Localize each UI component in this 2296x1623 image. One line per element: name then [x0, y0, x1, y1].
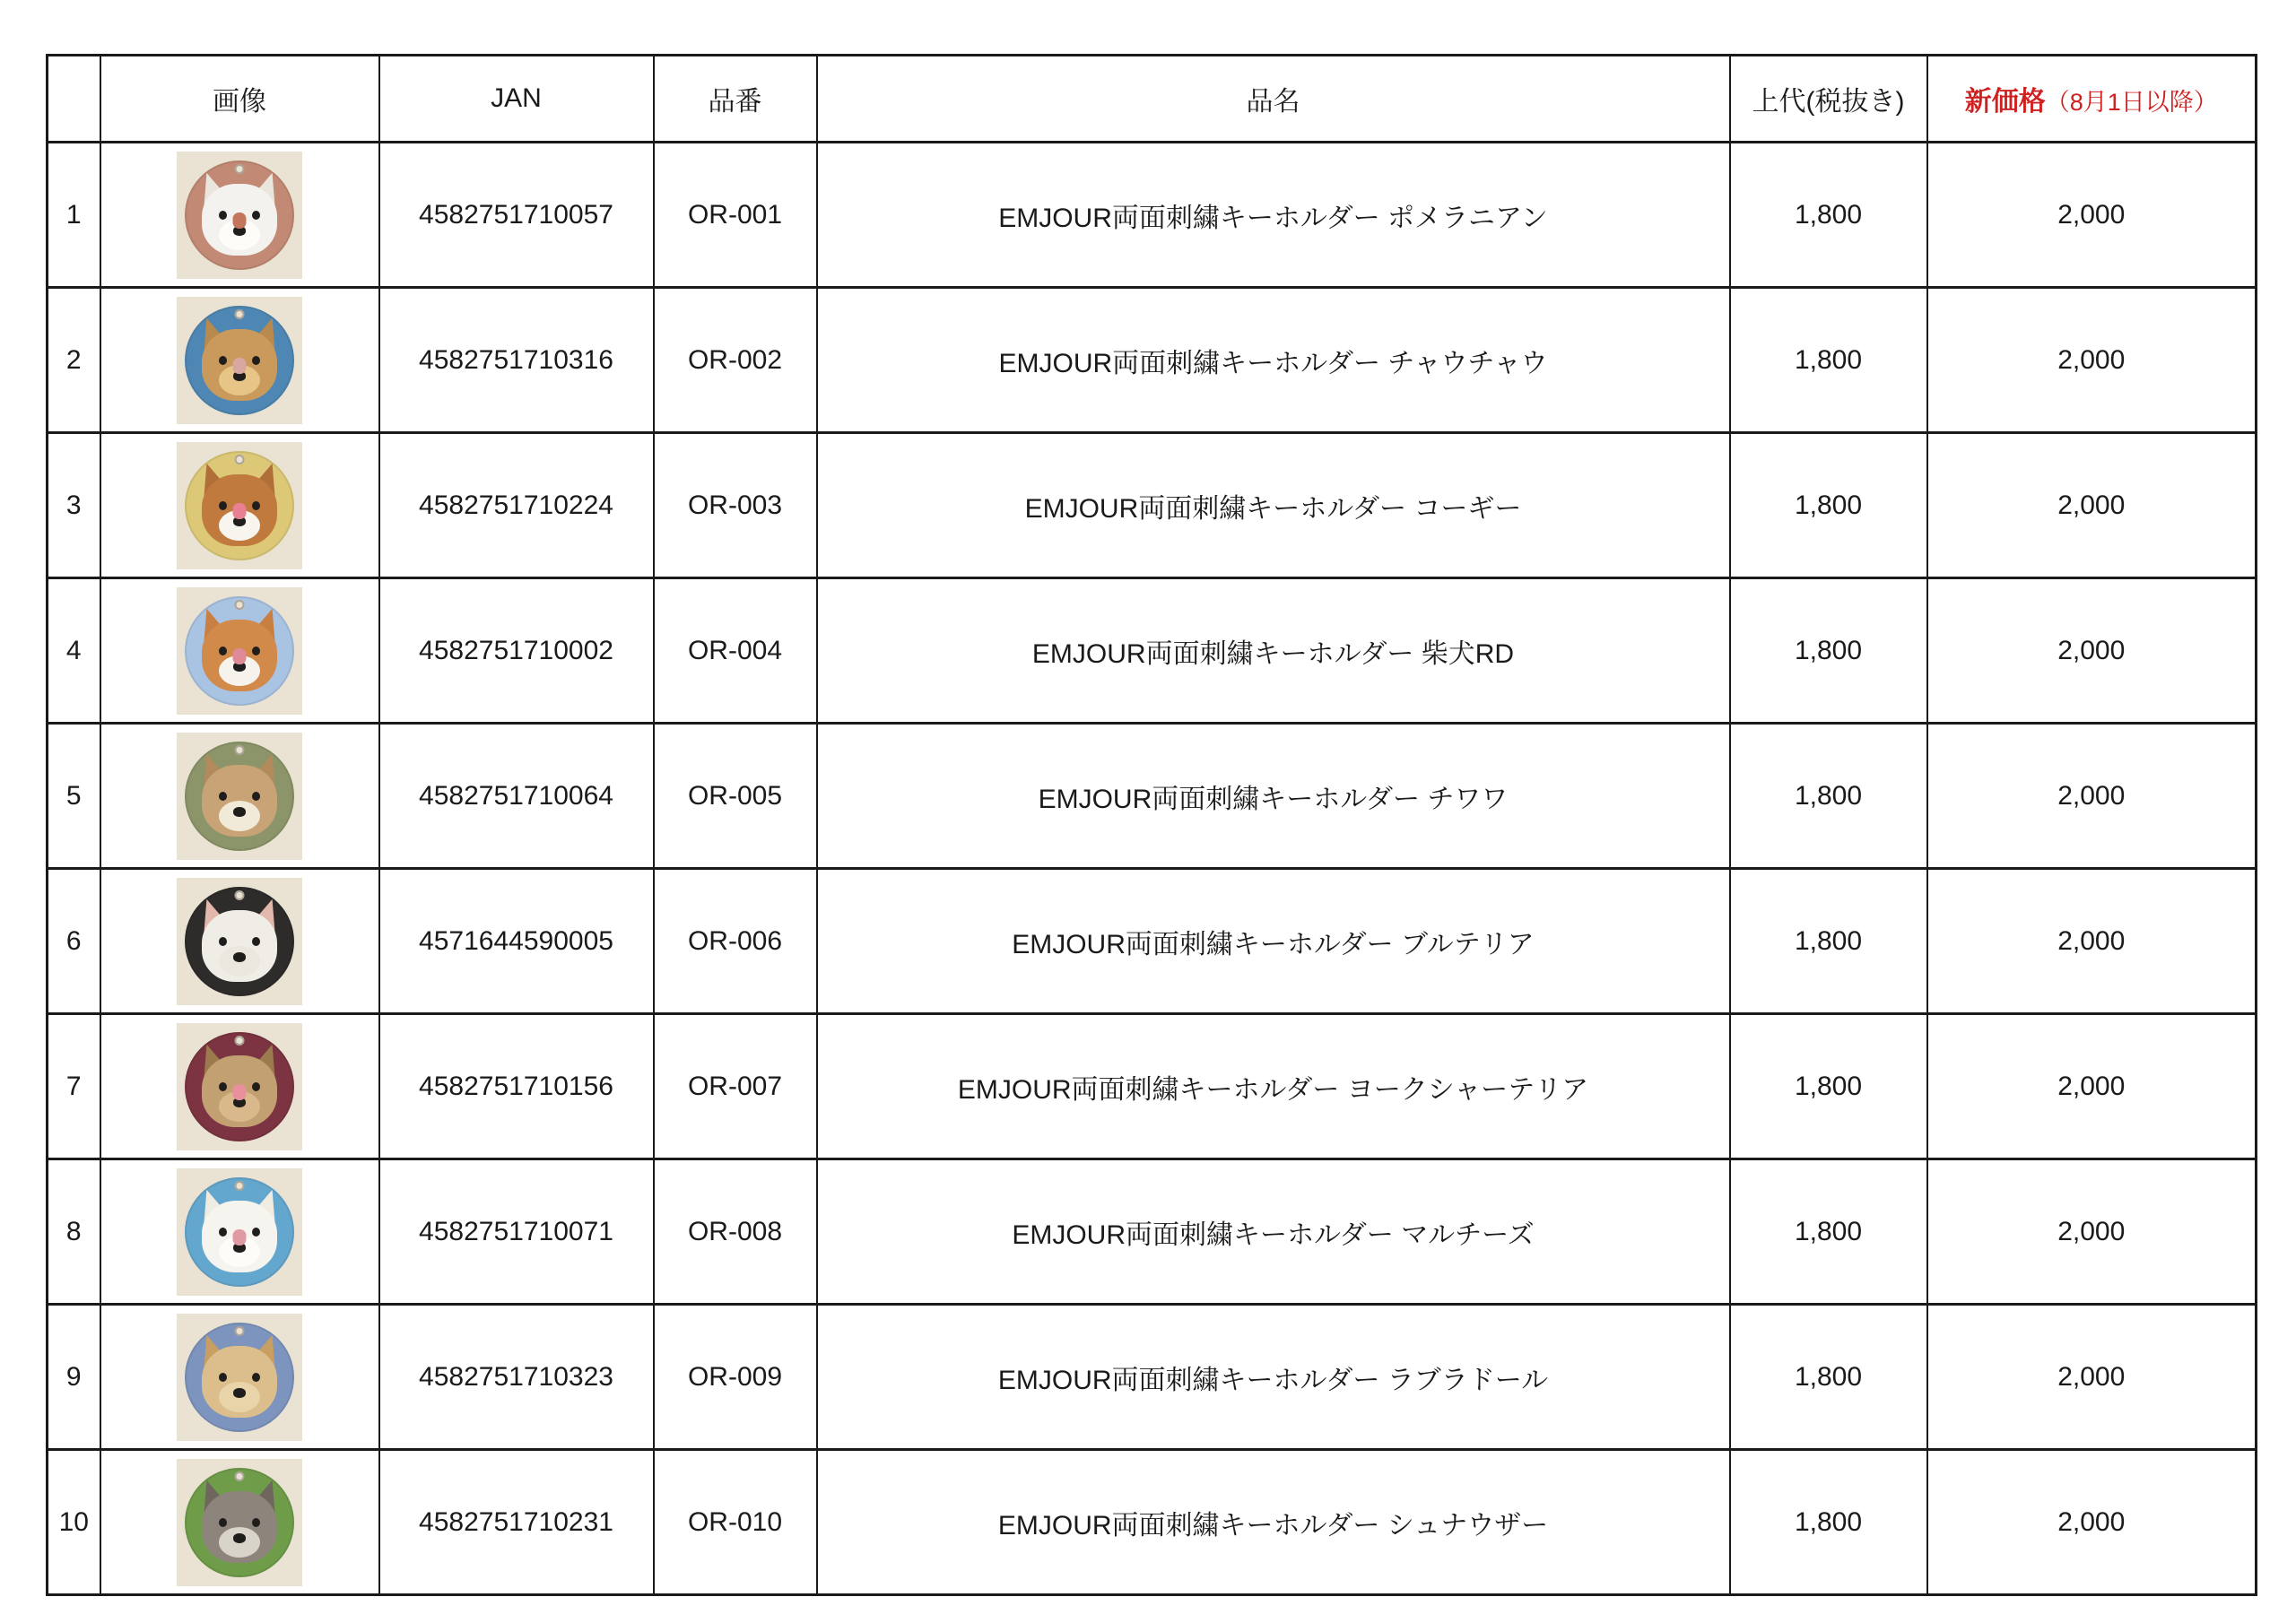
table-row [48, 288, 2257, 433]
jan-code: 4582751710323 [379, 1305, 654, 1450]
new-price: 2,000 [1927, 1159, 2257, 1305]
product-name: EMJOUR両面刺繍キーホルダー シュナウザー [817, 1450, 1730, 1595]
product-name: EMJOUR両面刺繍キーホルダー マルチーズ [817, 1159, 1730, 1305]
patch-hole [235, 1326, 245, 1336]
jan-code: 4582751710057 [379, 143, 654, 288]
new-price: 2,000 [1927, 288, 2257, 433]
row-number: 2 [48, 288, 100, 433]
product-photo-schnauzer [177, 1459, 302, 1586]
price: 1,800 [1730, 869, 1927, 1014]
patch-hole [235, 164, 245, 174]
patch-hole [235, 1181, 245, 1191]
product-name: EMJOUR両面刺繍キーホルダー チワワ [817, 724, 1730, 869]
image-cell [100, 578, 379, 724]
table-row [48, 1450, 2257, 1595]
new-price: 2,000 [1927, 1014, 2257, 1159]
header-image: 画像 [100, 56, 379, 143]
image-cell [100, 433, 379, 578]
patch-hole [235, 1471, 245, 1481]
image-cell [100, 1159, 379, 1305]
product-code: OR-007 [654, 1014, 817, 1159]
header-new-price [1927, 56, 2257, 143]
new-price: 2,000 [1927, 578, 2257, 724]
header-jan: JAN [379, 56, 654, 143]
image-cell [100, 288, 379, 433]
row-number: 1 [48, 143, 100, 288]
row-number: 9 [48, 1305, 100, 1450]
table-row [48, 1014, 2257, 1159]
row-number: 10 [48, 1450, 100, 1595]
product-photo-maltese [177, 1168, 302, 1296]
product-price-table [46, 54, 2257, 1596]
product-photo-bull-terrier [177, 878, 302, 1005]
row-number: 3 [48, 433, 100, 578]
new-price: 2,000 [1927, 433, 2257, 578]
product-code: OR-010 [654, 1450, 817, 1595]
row-number: 5 [48, 724, 100, 869]
image-cell [100, 1014, 379, 1159]
product-code: OR-008 [654, 1159, 817, 1305]
jan-code: 4582751710316 [379, 288, 654, 433]
product-name: EMJOUR両面刺繍キーホルダー ラブラドール [817, 1305, 1730, 1450]
new-price: 2,000 [1927, 143, 2257, 288]
new-price: 2,000 [1927, 1450, 2257, 1595]
patch-hole [235, 455, 245, 464]
price: 1,800 [1730, 578, 1927, 724]
product-code: OR-009 [654, 1305, 817, 1450]
product-photo-labrador [177, 1314, 302, 1441]
product-photo-chow-chow [177, 297, 302, 424]
header-name: 品名 [817, 56, 1730, 143]
product-name: EMJOUR両面刺繍キーホルダー 柴犬RD [817, 578, 1730, 724]
patch-hole [235, 309, 245, 319]
image-cell [100, 1305, 379, 1450]
product-photo-shiba [177, 587, 302, 715]
price: 1,800 [1730, 1450, 1927, 1595]
table-row [48, 1305, 2257, 1450]
product-name: EMJOUR両面刺繍キーホルダー ヨークシャーテリア [817, 1014, 1730, 1159]
jan-code: 4582751710071 [379, 1159, 654, 1305]
product-photo-pomeranian [177, 152, 302, 279]
product-name: EMJOUR両面刺繍キーホルダー ブルテリア [817, 869, 1730, 1014]
header-row [48, 56, 2257, 143]
header-code: 品番 [654, 56, 817, 143]
product-name: EMJOUR両面刺繍キーホルダー ポメラニアン [817, 143, 1730, 288]
table-row [48, 1159, 2257, 1305]
product-code: OR-002 [654, 288, 817, 433]
product-code: OR-004 [654, 578, 817, 724]
row-number: 7 [48, 1014, 100, 1159]
jan-code: 4582751710064 [379, 724, 654, 869]
product-code: OR-003 [654, 433, 817, 578]
product-photo-corgi [177, 442, 302, 569]
jan-code: 4582751710002 [379, 578, 654, 724]
header-new-price-note: （8月1日以降） [2045, 89, 2218, 116]
image-cell [100, 869, 379, 1014]
jan-code: 4571644590005 [379, 869, 654, 1014]
price: 1,800 [1730, 1305, 1927, 1450]
new-price: 2,000 [1927, 1305, 2257, 1450]
price: 1,800 [1730, 1014, 1927, 1159]
row-number: 8 [48, 1159, 100, 1305]
price: 1,800 [1730, 724, 1927, 869]
product-code: OR-001 [654, 143, 817, 288]
table-row [48, 724, 2257, 869]
price: 1,800 [1730, 433, 1927, 578]
product-code: OR-006 [654, 869, 817, 1014]
image-cell [100, 724, 379, 869]
patch-hole [235, 1036, 245, 1046]
price: 1,800 [1730, 143, 1927, 288]
image-cell [100, 1450, 379, 1595]
row-number: 4 [48, 578, 100, 724]
jan-code: 4582751710224 [379, 433, 654, 578]
product-photo-chihuahua [177, 733, 302, 860]
table-row [48, 143, 2257, 288]
product-photo-yorkshire-terrier [177, 1023, 302, 1150]
image-cell [100, 143, 379, 288]
table-row [48, 433, 2257, 578]
patch-hole [235, 890, 245, 900]
jan-code: 4582751710231 [379, 1450, 654, 1595]
header-index [48, 56, 100, 143]
new-price: 2,000 [1927, 869, 2257, 1014]
row-number: 6 [48, 869, 100, 1014]
header-price: 上代(税抜き) [1730, 56, 1927, 143]
header-new-price-label: 新価格 [1964, 87, 2046, 117]
product-name: EMJOUR両面刺繍キーホルダー コーギー [817, 433, 1730, 578]
patch-hole [235, 745, 245, 755]
new-price: 2,000 [1927, 724, 2257, 869]
product-code: OR-005 [654, 724, 817, 869]
table-row [48, 869, 2257, 1014]
price: 1,800 [1730, 288, 1927, 433]
table-row [48, 578, 2257, 724]
price: 1,800 [1730, 1159, 1927, 1305]
patch-hole [235, 600, 245, 610]
jan-code: 4582751710156 [379, 1014, 654, 1159]
product-name: EMJOUR両面刺繍キーホルダー チャウチャウ [817, 288, 1730, 433]
